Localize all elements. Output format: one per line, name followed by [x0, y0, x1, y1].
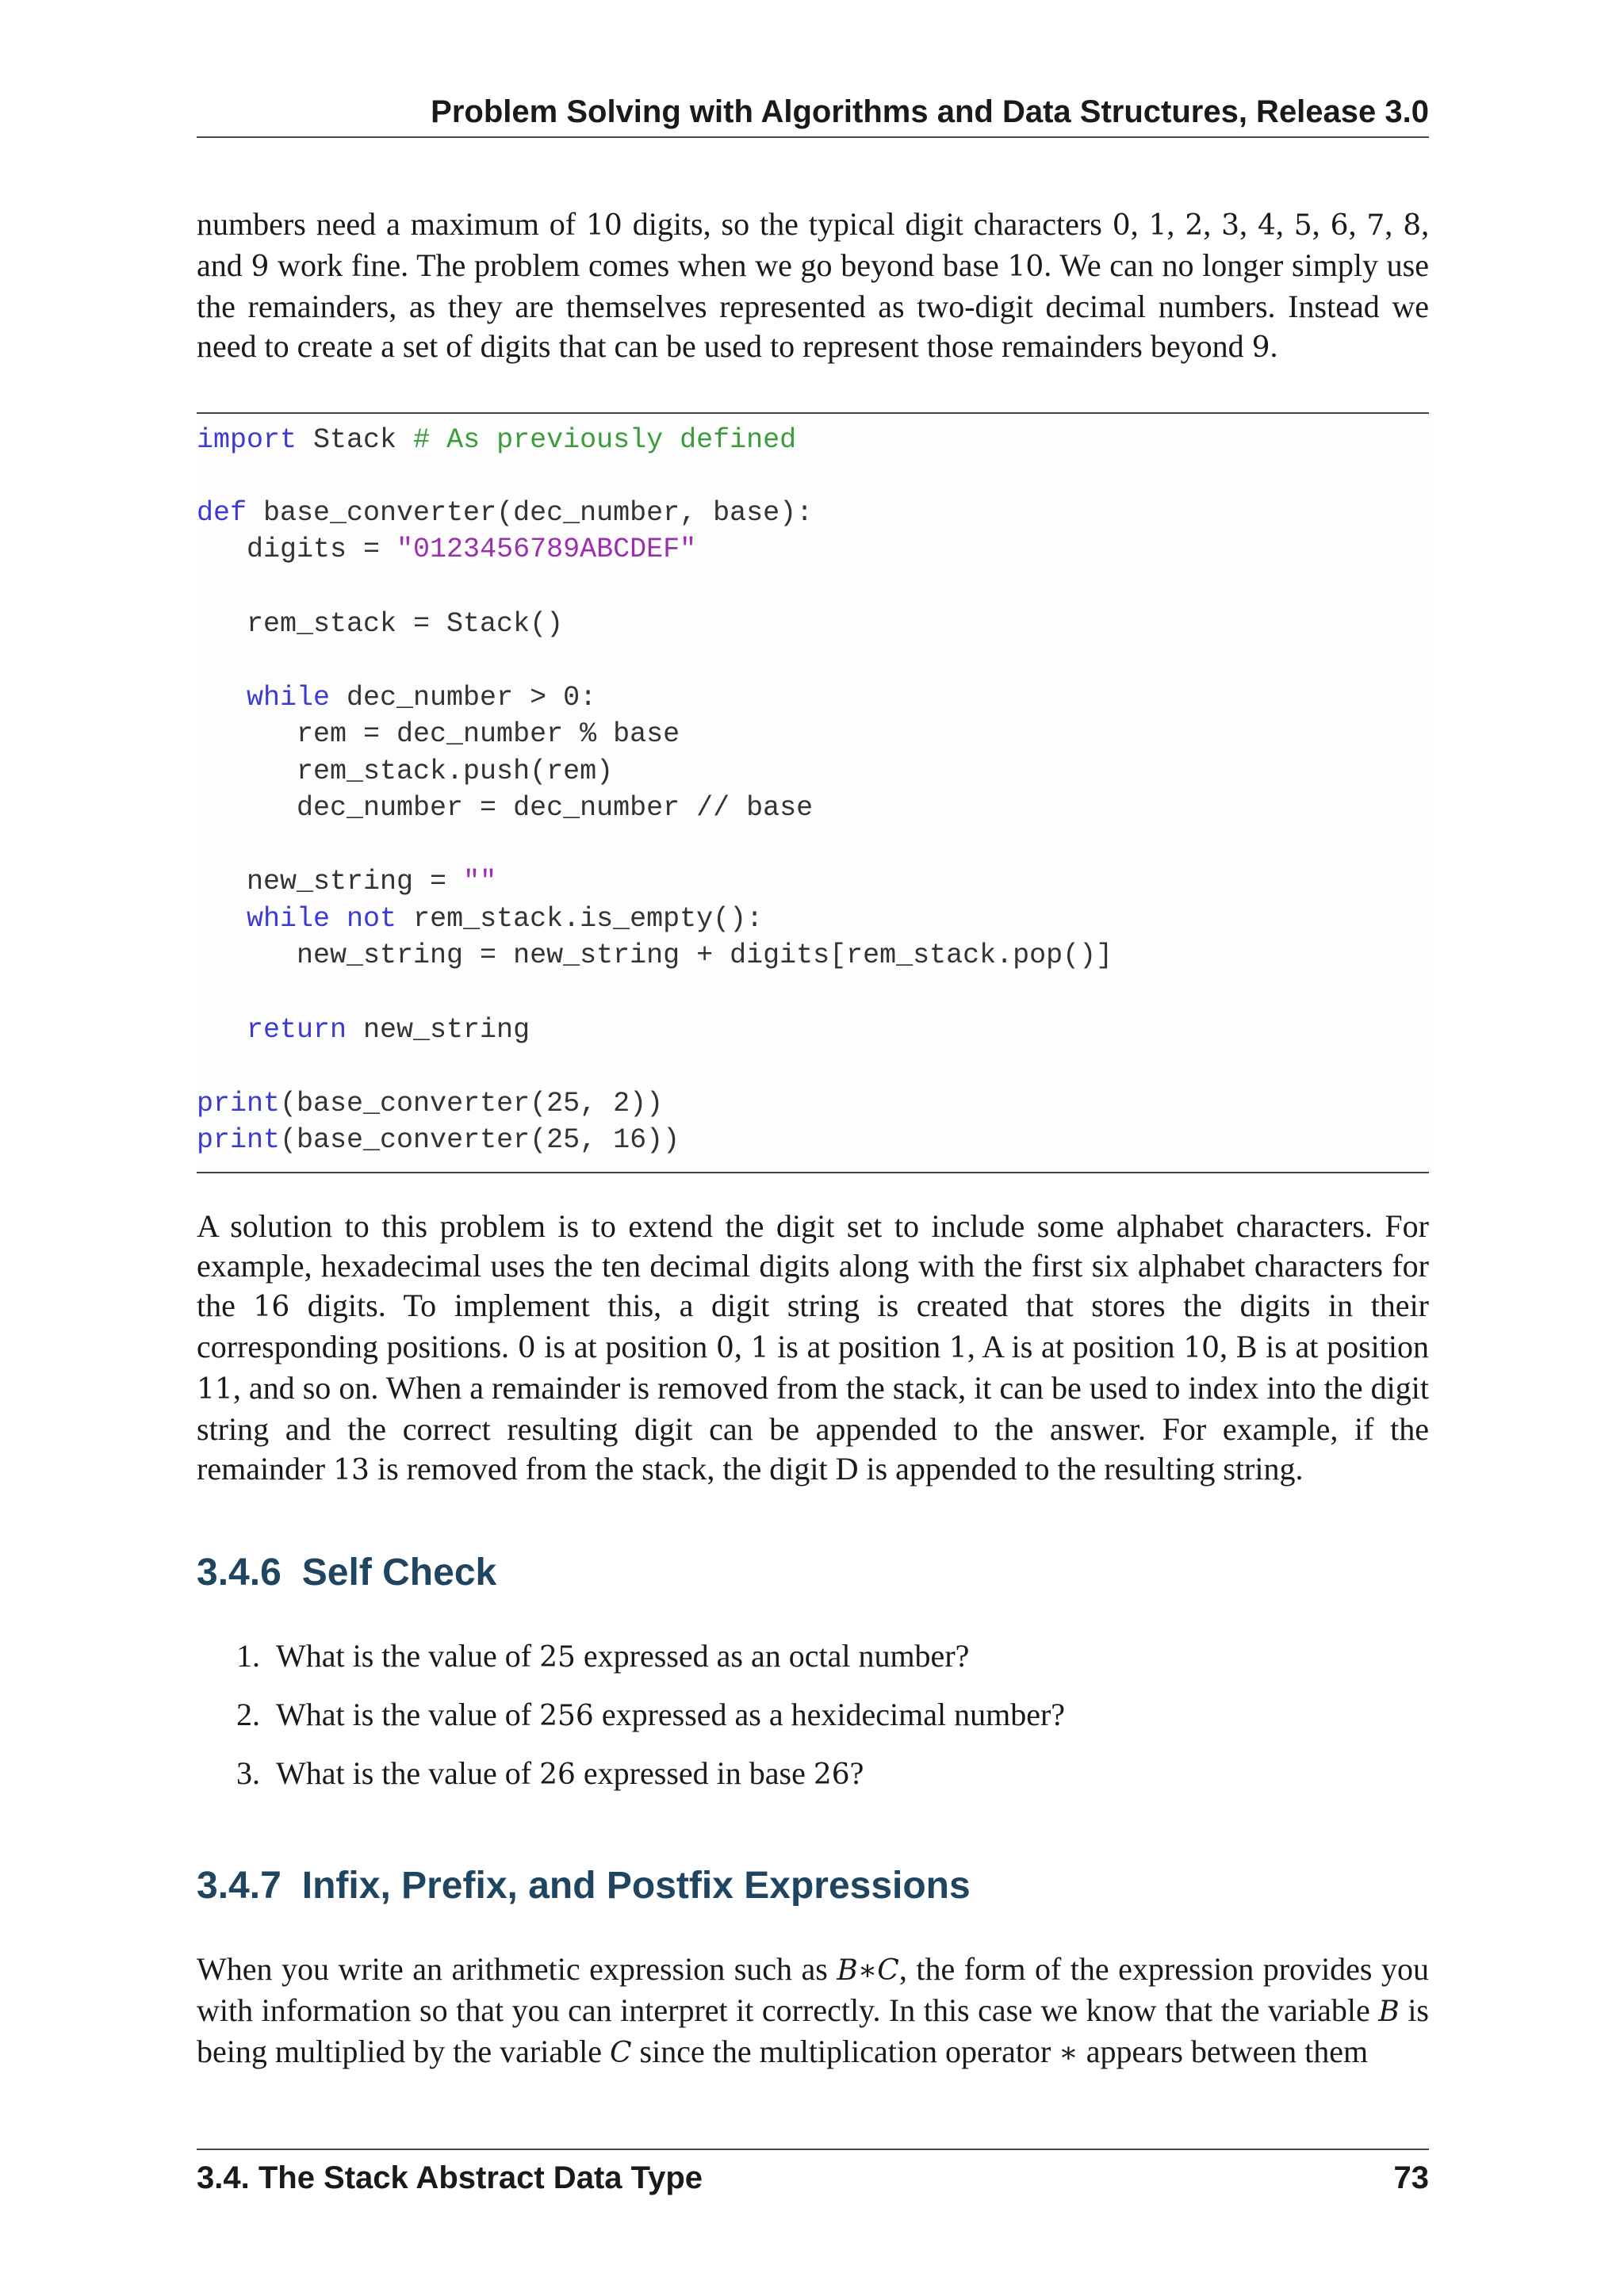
- code-line: rem = dec_number % base: [197, 718, 680, 750]
- document-page: [197, 0, 1429, 2296]
- running-header: Problem Solving with Algorithms and Data Structures, Release 3.0: [197, 89, 1429, 138]
- page-number: 73: [1393, 2160, 1429, 2195]
- code-line: def base_converter(dec_number, base):: [197, 497, 814, 529]
- paragraph-infix-intro: When you write an arithmetic expression such as B∗C, the form of the expression provides you with information so that you can interpret it correctly. In this case we know that the variable B is being multiplied by the variable C since the multiplication operator ∗ appears between them: [197, 1951, 1430, 2069]
- code-line: while dec_number > 0:: [197, 682, 597, 714]
- list-item: 3. What is the value of 26 expressed in base 26?: [236, 1755, 864, 1791]
- code-line: new_string = "": [197, 866, 497, 897]
- code-line: dec_number = dec_number // base: [197, 792, 814, 824]
- paragraph-hex-digits: A solution to this problem is to extend the digit set to include some alphabet characters. For example, hexadecimal uses the ten decimal digits along with the first six alphabet characters for the 16 digits. To implement this, a digit string is created that stores the digits in their corresponding positions. 0 is at position 0, 1 is at position 1, A is at position 10, B is at position 11, and so on. When a remainder is removed from the stack, it can be used to index into the digit string and the correct resulting digit can be appended to the answer. For example, if the remainder 13 is removed from the stack, the digit D is appended to the resulting string.: [197, 1208, 1430, 1487]
- code-line: print(base_converter(25, 2)): [197, 1088, 664, 1119]
- footer-section-title: 3.4. The Stack Abstract Data Type: [197, 2160, 703, 2195]
- section-heading-expressions: 3.4.7 Infix, Prefix, and Postfix Expressions: [197, 1865, 971, 1907]
- code-line: rem_stack = Stack(): [197, 608, 564, 640]
- code-line: new_string = new_string + digits[rem_stack.pop()]: [197, 939, 1113, 971]
- page-footer: [197, 2149, 1429, 2204]
- code-line: print(base_converter(25, 16)): [197, 1124, 680, 1156]
- list-item: 1. What is the value of 25 expressed as an octal number?: [236, 1638, 970, 1674]
- code-line: rem_stack.push(rem): [197, 756, 614, 787]
- code-line: return new_string: [197, 1014, 530, 1046]
- section-heading-self-check: 3.4.6 Self Check: [197, 1552, 497, 1594]
- code-line: digits = "0123456789ABCDEF": [197, 534, 697, 565]
- code-line: import Stack # As previously defined: [197, 424, 797, 456]
- list-item: 2. What is the value of 256 expressed as a hexidecimal number?: [236, 1697, 1066, 1732]
- code-line: while not rem_stack.is_empty():: [197, 903, 764, 935]
- code-listing: [197, 412, 1429, 1173]
- paragraph-digit-limits: numbers need a maximum of 10 digits, so the typical digit characters 0, 1, 2, 3, 4, 5, 6, 7, 8, and 9 work fine. The problem comes when we go beyond base 10. We can no longer simply use the remainders, as they are themselves represented as two-digit decimal numbers. Instead we need to create a set of digits that can be used to represent those remainders beyond 9.: [197, 206, 1430, 364]
